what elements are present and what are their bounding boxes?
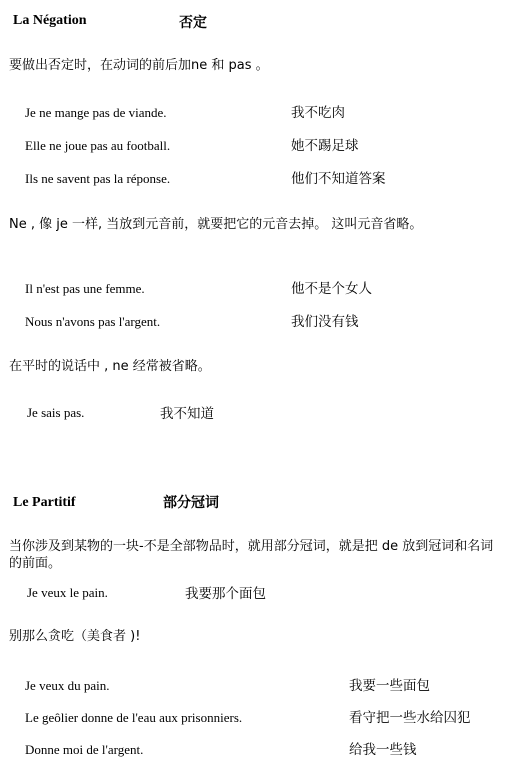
partitive-example-cn-1: 我要一些面包: [349, 678, 430, 694]
partitive-example1-fr: Je veux le pain.: [27, 585, 108, 600]
negation-title-fr: La Négation: [13, 13, 87, 28]
partitive-example-fr-1: Je veux du pain.: [25, 678, 110, 693]
partitive-note: 别那么贪吃（美食者 )!: [9, 629, 141, 644]
elision-example-fr-1: Il n'est pas une femme.: [25, 281, 145, 296]
partitive-title-cn: 部分冠词: [163, 495, 219, 511]
partitive-example-fr-3: Donne moi de l'argent.: [25, 742, 144, 757]
partitive-example-cn-2: 看守把一些水给囚犯: [349, 710, 471, 726]
negation-example-fr-3: Ils ne savent pas la réponse.: [25, 171, 171, 186]
partitive-example1-cn: 我要那个面包: [185, 586, 266, 602]
elision-note: Ne , 像 je 一样, 当放到元音前，就要把它的元音去掉。 这叫元音省略。: [9, 217, 423, 232]
negation-intro: 要做出否定时，在动词的前后加ne 和 pas 。: [9, 58, 269, 73]
negation-example-fr-2: Elle ne joue pas au football.: [25, 138, 171, 153]
elision-example-cn-2: 我们没有钱: [291, 314, 359, 330]
spoken-example-cn: 我不知道: [160, 406, 214, 422]
spoken-example-fr: Je sais pas.: [27, 405, 85, 420]
elision-example-cn-1: 他不是个女人: [291, 281, 372, 297]
partitive-example-fr-2: Le geôlier donne de l'eau aux prisonniers.: [25, 710, 243, 725]
partitive-title-fr: Le Partitif: [13, 495, 76, 510]
partitive-intro: 当你涉及到某物的一块-不是全部物品时，就用部分冠词，就是把 de 放到冠词和名词的前面。: [9, 539, 494, 571]
spoken-note: 在平时的说话中 , ne 经常被省略。: [9, 359, 211, 374]
partitive-example-cn-3: 给我一些钱: [349, 742, 417, 758]
negation-example-cn-1: 我不吃肉: [291, 105, 345, 121]
elision-example-fr-2: Nous n'avons pas l'argent.: [25, 314, 161, 329]
negation-example-cn-3: 他们不知道答案: [291, 171, 386, 187]
negation-example-fr-1: Je ne mange pas de viande.: [25, 105, 167, 120]
negation-example-cn-2: 她不踢足球: [291, 138, 359, 154]
negation-title-cn: 否定: [179, 15, 207, 31]
